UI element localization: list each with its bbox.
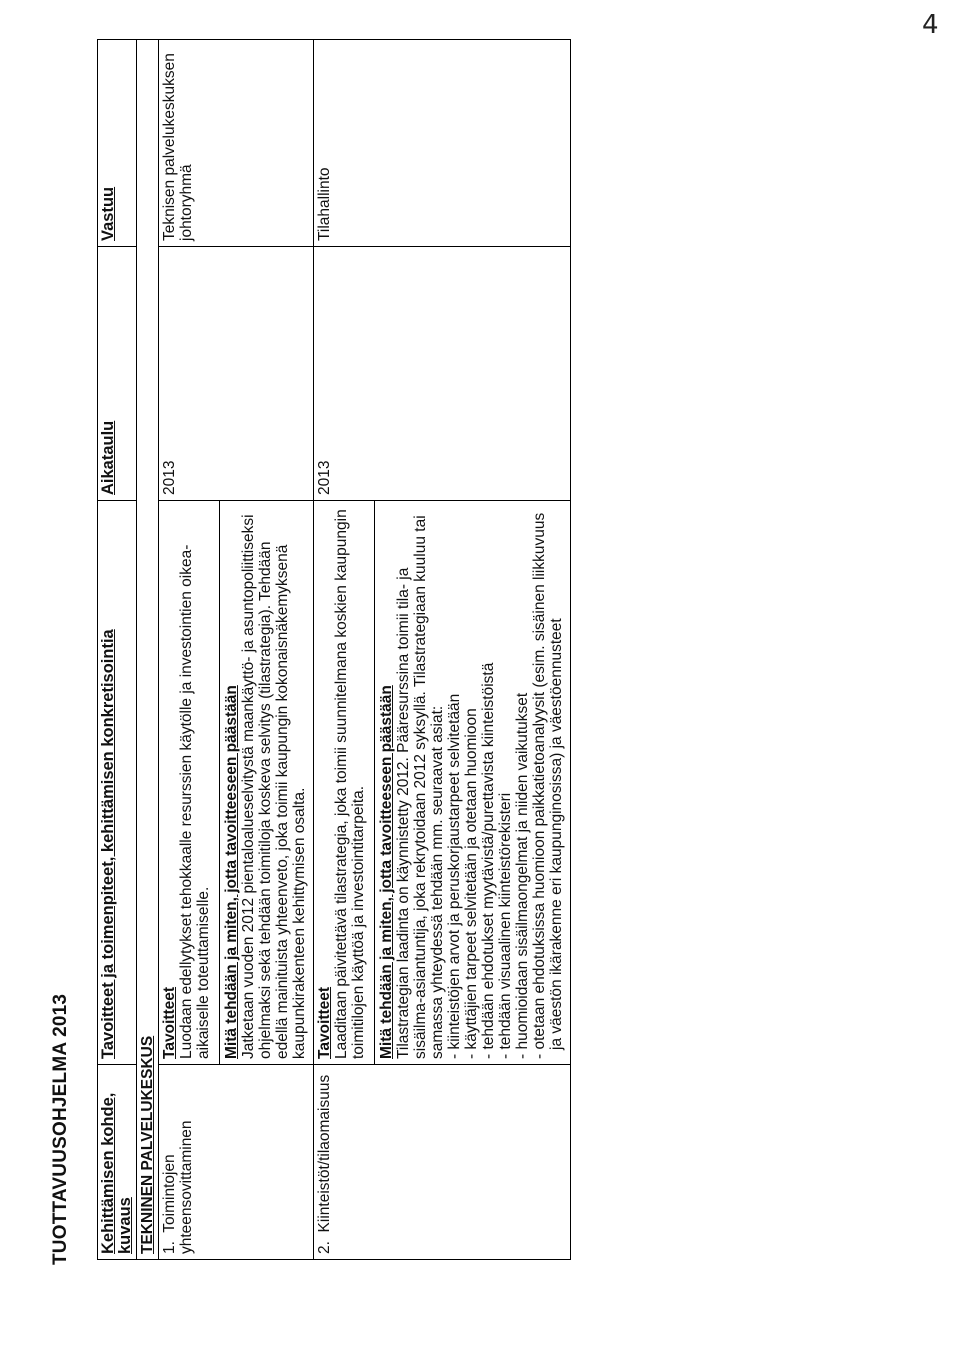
row-number: 1. — [161, 1241, 178, 1254]
goals-heading: Tavoitteet — [316, 986, 333, 1059]
document-title: TUOTTAVUUSOHJELMA 2013 — [50, 993, 71, 1265]
goals-heading: Tavoitteet — [161, 986, 178, 1059]
goals-text: Luodaan edellytykset tehokkaalle resurssien käytölle ja investointien oikea-aikaiselle toteuttamiselle. — [178, 544, 212, 1059]
plan-table — [97, 39, 571, 1260]
row-name: Kiinteistöt/tilaomaisuus — [316, 1074, 333, 1233]
row-goals-cell — [314, 501, 571, 1065]
row-kohde-cell — [159, 1065, 314, 1260]
actions-heading: Mitä tehdään ja miten, jotta tavoitteeseen päästään — [223, 685, 240, 1059]
actions-heading: Mitä tehdään ja miten, jotta tavoitteeseen päästään — [378, 685, 395, 1059]
section-title: TEKNINEN PALVELUKESKUS — [137, 40, 159, 1260]
header-tavoitteet: Tavoitteet ja toimenpiteet, kehittämisen konkretisointia — [98, 501, 137, 1065]
row-schedule: 2013 — [314, 247, 571, 501]
row-name: Toimintojen yhteensovittaminen — [161, 1120, 195, 1254]
row-responsible: Teknisen palvelukeskuksen johtoryhmä — [159, 40, 314, 247]
cell-divider — [374, 501, 375, 1064]
header-vastuu: Vastuu — [98, 40, 137, 247]
rotated-page-content — [50, 5, 950, 1265]
row-schedule: 2013 — [159, 247, 314, 501]
row-number: 2. — [316, 1241, 333, 1254]
row-kohde-cell — [314, 1065, 571, 1260]
table-row — [159, 40, 314, 1260]
list-item: - kiinteistöjen arvot ja peruskorjaustarpeet selvitetään — [446, 506, 463, 1059]
list-item: - huomioidaan sisäilmaongelmat ja niiden vaikutukset — [514, 506, 531, 1059]
table-row — [314, 40, 571, 1260]
list-item: - otetaan ehdotuksissa huomioon paikkatietoanalyysit (esim. sisäinen liikkuvuus ja väestön ikärakenne eri kaupunginosissa) ja väestöennusteet — [531, 506, 565, 1059]
actions-text: Jatketaan vuoden 2012 pientaloalueselvitystä maankäyttö- ja asuntopoliittiseksi ohjelmaksi sekä tehdään toimitiloja koskeva selvitys (tilastrategia). Tehdään edellä mainituista yhteenveto, joka toimii kaupungin kokonaisnäkemyksenä kaupunkirakenteen kehittymisen osalta. — [240, 514, 308, 1059]
list-item: - tehdään visuaalinen kiinteistörekisteri — [497, 506, 514, 1059]
actions-text: Tilastrategian laadinta on käynnistetty 2012. Pääresurssina toimii tila- ja sisäilma-asiantuntija, joka rekrytoidaan 2012 syksyllä. Tilastrategiaan kuuluu tai samassa yhteydessä tehdään mm. seuraavat asiat: — [395, 515, 446, 1059]
goals-text: Laaditaan päivitettävä tilastrategia, joka toimii suunnitelmana koskien kaupungin toimitilojen käyttöä ja investointitarpeita. — [333, 509, 367, 1059]
row-responsible: Tilahallinto — [314, 40, 571, 247]
row-goals-cell — [159, 501, 314, 1065]
header-aikataulu: Aikataulu — [98, 247, 137, 501]
actions-bullet-list — [446, 506, 565, 1059]
page-number: 4 — [922, 10, 939, 40]
section-row — [137, 40, 159, 1260]
table-header-row — [98, 40, 137, 1260]
list-item: - käyttäjien tarpeet selvitetään ja otetaan huomioon — [463, 506, 480, 1059]
cell-divider — [219, 501, 220, 1064]
list-item: - tehdään ehdotukset myytävistä/purettavista kiinteistöistä — [480, 506, 497, 1059]
header-kohde: Kehittämisen kohde, kuvaus — [98, 1065, 137, 1260]
